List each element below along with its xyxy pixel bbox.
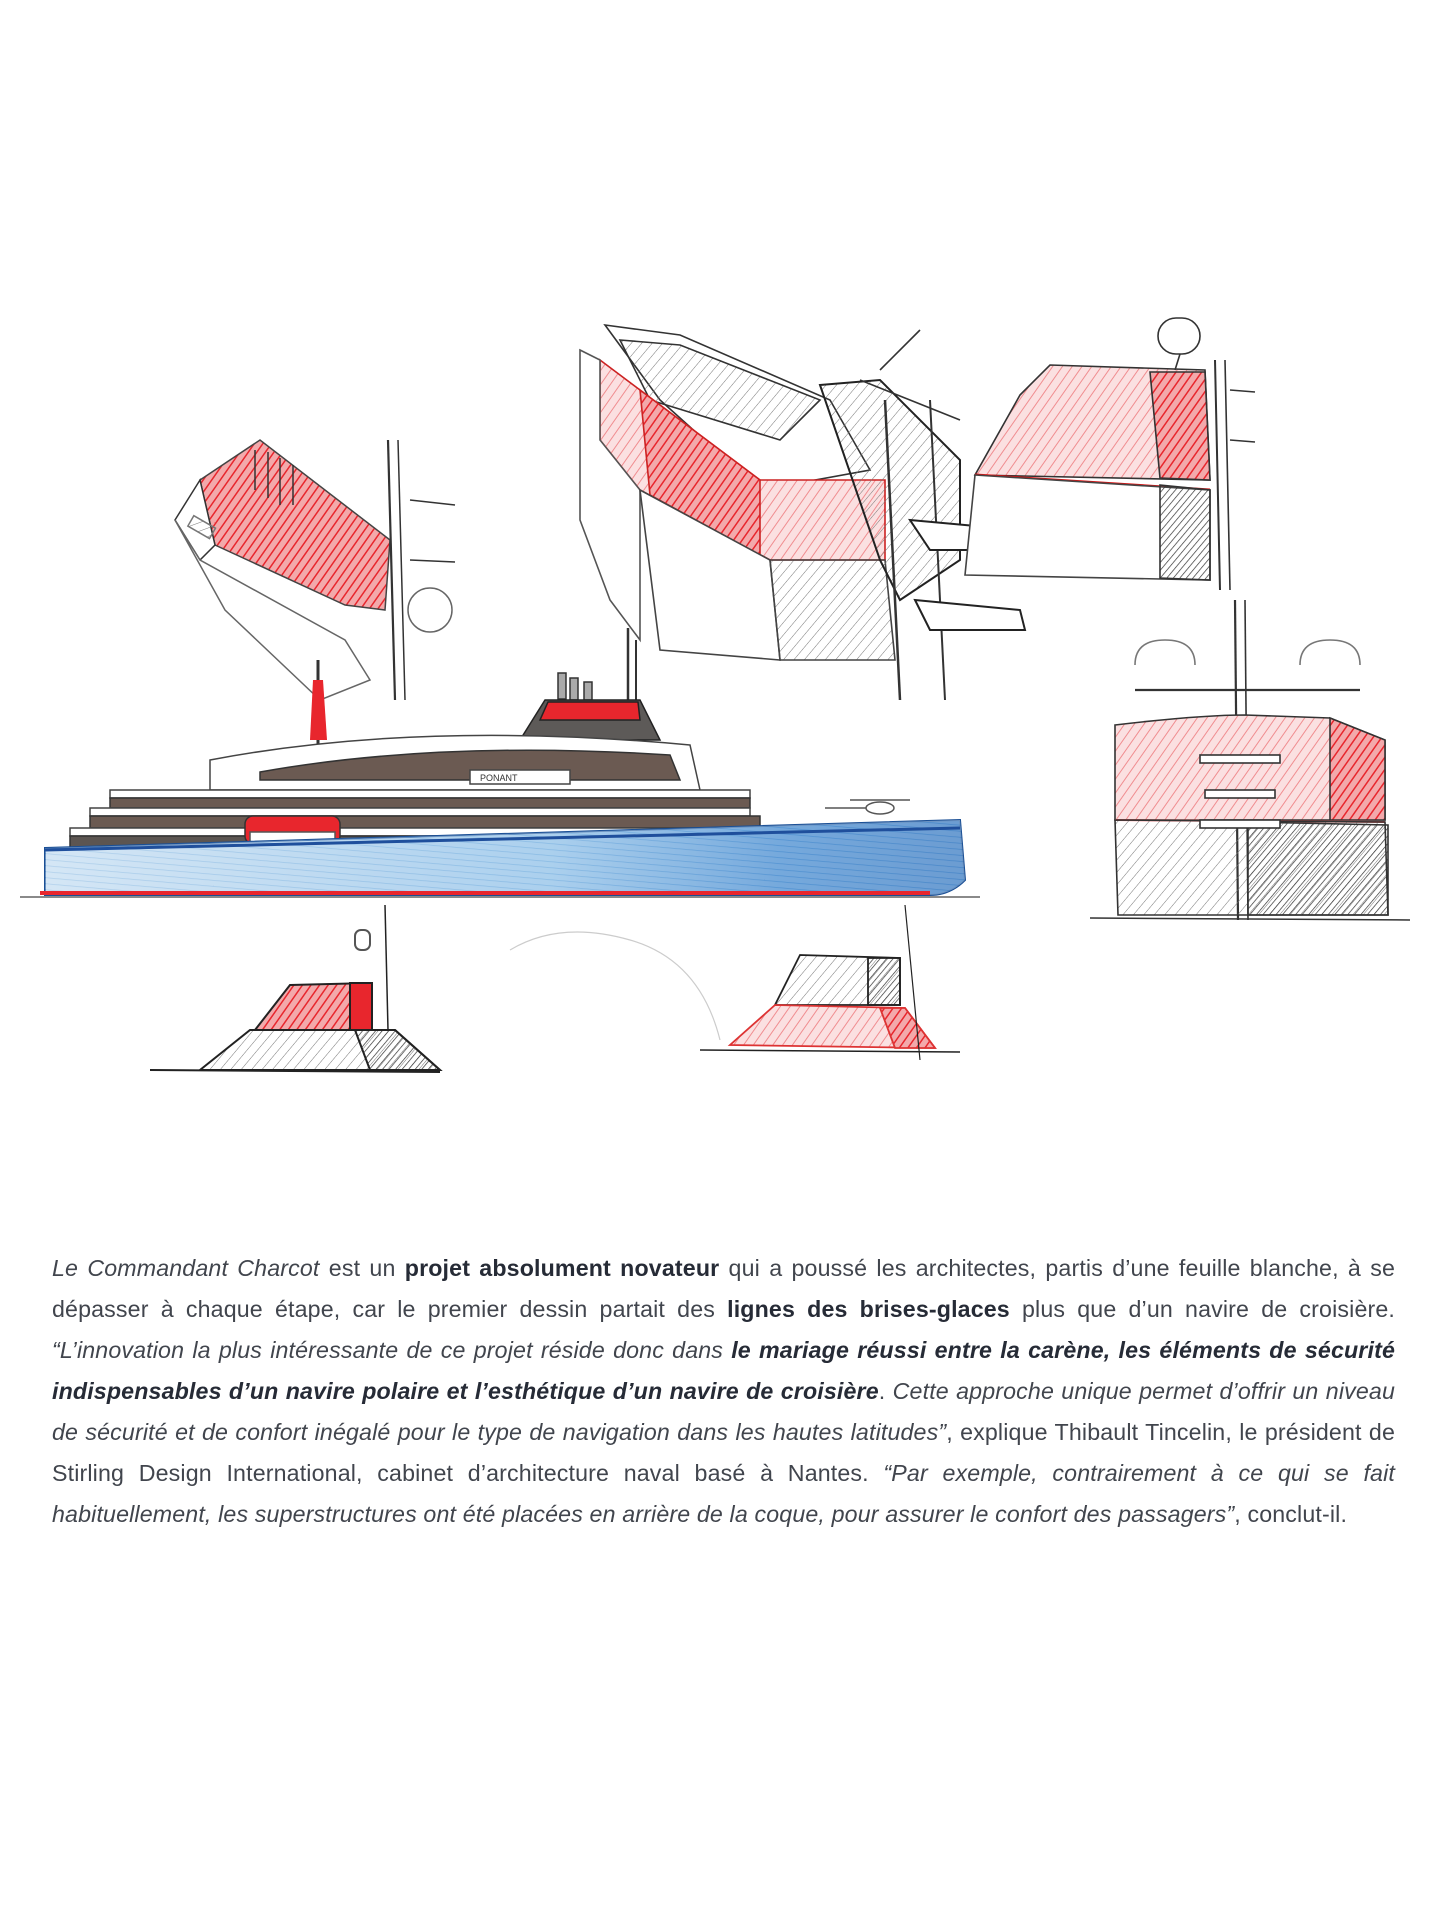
sketch-ship-profile bbox=[20, 628, 980, 897]
text-run: plus que d’un navire de croisière. bbox=[1009, 1296, 1395, 1322]
emphasis-bold: projet absolument novateur bbox=[404, 1255, 720, 1281]
article-paragraph bbox=[52, 1248, 1395, 1535]
sketch-bridge-top-left bbox=[175, 440, 455, 700]
emphasis-bold-italic: le mariage réussi entre la carène, les éléments de sécurité indispensables d’un navire polaire et l’esthétique d’un navire de croisière bbox=[52, 1337, 1395, 1404]
sketch-bow-bottom-center bbox=[510, 905, 960, 1060]
sketch-bridge-top-center bbox=[580, 325, 1025, 700]
text-run: . bbox=[878, 1378, 893, 1404]
hull-brand-label: PONANT bbox=[480, 773, 518, 783]
quote-italic: “Par exemple, contrairement à ce qui se fait habituellement, les superstructures ont été placées en arrière de la coque, pour assurer le confort des passagers” bbox=[52, 1460, 1395, 1527]
text-run: qui a poussé les architectes, partis d’une feuille blanche, à se dépasser à chaque étape, car le premier dessin partait des bbox=[52, 1255, 1396, 1322]
emphasis-bold: lignes des brises-glaces bbox=[727, 1296, 1010, 1322]
text-run: est un bbox=[319, 1255, 405, 1281]
text-run: , conclut-il. bbox=[1234, 1501, 1348, 1527]
quote-italic: Cette approche unique permet d’offrir un niveau de sécurité et de confort inégalé pour le type de navigation dans les hautes latitudes” bbox=[52, 1378, 1395, 1445]
article-body bbox=[52, 1248, 1395, 1535]
text-run: , explique Thibault Tincelin, le président de Stirling Design International, cabinet d’architecture naval basé à Nantes. bbox=[52, 1419, 1395, 1486]
ship-design-sketches-figure bbox=[0, 300, 1440, 1120]
quote-italic: “L’innovation la plus intéressante de ce projet réside donc dans bbox=[52, 1337, 732, 1363]
sketch-bow-bottom-left bbox=[150, 905, 440, 1072]
sketch-bridge-front-right bbox=[1090, 600, 1410, 920]
sketch-bridge-top-right bbox=[965, 318, 1255, 590]
ship-name: Le Commandant Charcot bbox=[52, 1255, 320, 1281]
